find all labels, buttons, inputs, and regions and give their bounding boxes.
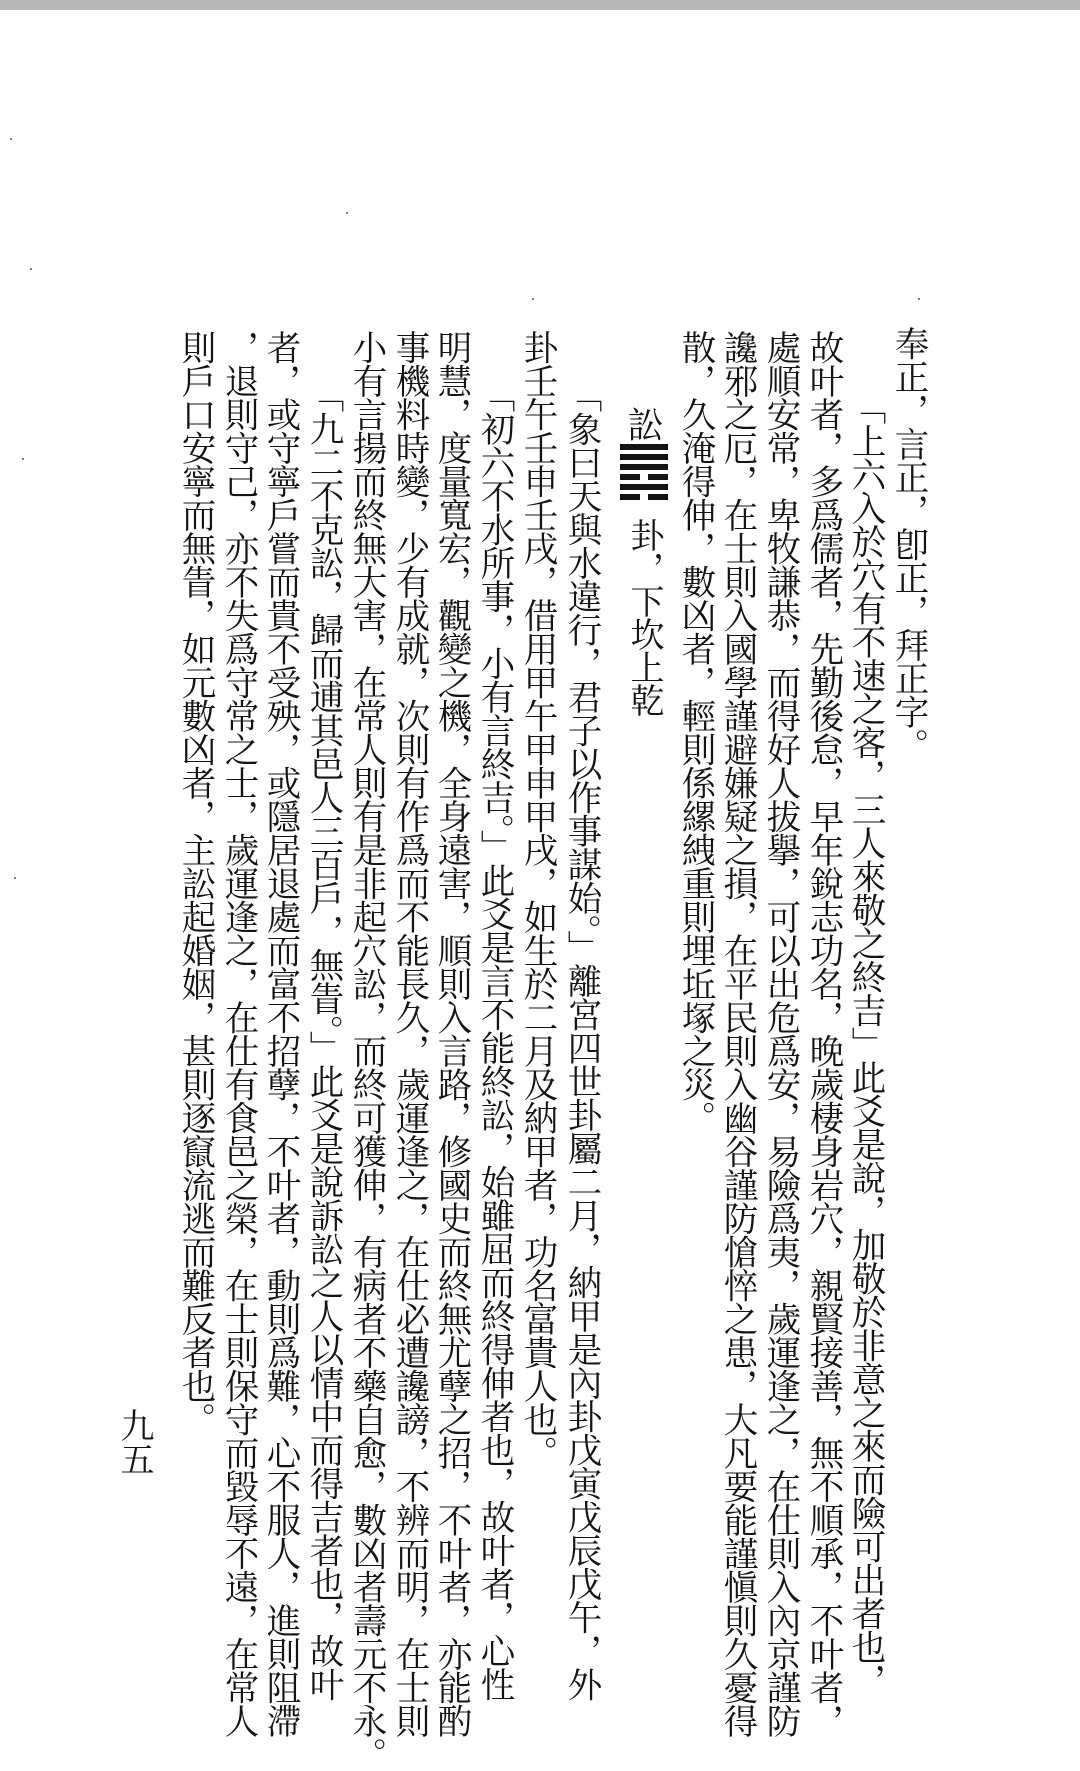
scan-speck [30, 268, 32, 270]
text-column-2: 「上六入於穴有不速之客，三人來敬之終吉」此爻是說，加敬於非意之來而險可出者也， [845, 390, 885, 1697]
text-column-9: 「初六不水所事，小有言終吉。」此爻是言不能終訟，始雖屈而終得伸者也，故叶者，心性 [474, 378, 514, 1701]
page-number: 九五 [114, 1408, 154, 1476]
text-column-13: 「九二不克訟，歸而逋其邑人三百戶，無眚。」此爻是說訴訟之人以情中而得吉者也，故叶 [303, 378, 343, 1701]
text-column-11: 事機料時變，少有成就，次則有作爲而不能長久，歲運逢之，在仕必遭讒謗，不辨而明，在士則 [389, 330, 429, 1737]
scan-speck [532, 298, 534, 300]
hexagram-subtitle: 卦，下坎上乾 [624, 518, 664, 716]
text-column-14: 者，或守寧戶嘗而貴不受殃，或隱居退處而富不招孽，不叶者，動則爲難，心不服人，進則阻滯 [260, 330, 300, 1737]
text-column-1: 奉正，言正，卽正，拜正字。 [888, 326, 928, 762]
text-column-16: 則戶口安寧而無眚，如元數凶者，主訟起婚姻，甚則逐竄流逃而難反者也。 [175, 330, 215, 1436]
text-column-3: 故叶者，多爲儒者，先勤後怠，早年銳志功名，晚歲棲身岩穴，親賢接善，無不順承，不叶者， [803, 330, 843, 1737]
scan-speck [14, 877, 16, 879]
song-hexagram-icon [620, 444, 668, 504]
scan-speck [918, 298, 920, 300]
text-column-12: 小有言揚而終無大害，在常人則有是非起穴訟，而終可獲伸，有病者不藥自愈，數凶者壽元不永。 [346, 330, 386, 1771]
top-edge-bar [0, 0, 1080, 10]
scan-speck [10, 138, 12, 140]
text-column-4: 處順安常，卑牧謙恭，而得好人拔擧，可以出危爲安，易險爲夷，歲運逢之，在仕則入內京謹防 [760, 330, 800, 1737]
text-column-8: 卦壬午壬申壬戌，借用甲午甲申甲戌，如生於二月及納甲者，功名富貴人也。 [517, 330, 557, 1469]
text-column-6: 散，久淹得伸，數凶者，輕則係縲絏重則埋坵塚之災。 [675, 330, 715, 1134]
text-column-5: 讒邪之厄，在士則入國學謹避嫌疑之損，在平民則入幽谷謹防愴悴之患，大凡要能謹愼則久憂得 [717, 330, 757, 1737]
hexagram-title: 訟 [622, 406, 663, 441]
scan-speck [22, 458, 24, 460]
scan-speck [346, 212, 348, 214]
hexagram-heading [616, 406, 670, 716]
text-column-10: 明慧，度量寬宏，觀變之機，全身遠害，順則入言路，修國史而終無尤孽之招，不叶者，亦能酌 [431, 330, 471, 1737]
text-column-15: ，退則守己，亦不失爲守常之士，歲運逢之，在仕有食邑之榮，在士則保守而毀辱不遠，在常人 [218, 330, 258, 1737]
text-column-7: 「象曰天與水違行，君子以作事謀始。」離宮四世卦屬二月，納甲是內卦戊寅戊辰戊午，外 [561, 378, 601, 1701]
